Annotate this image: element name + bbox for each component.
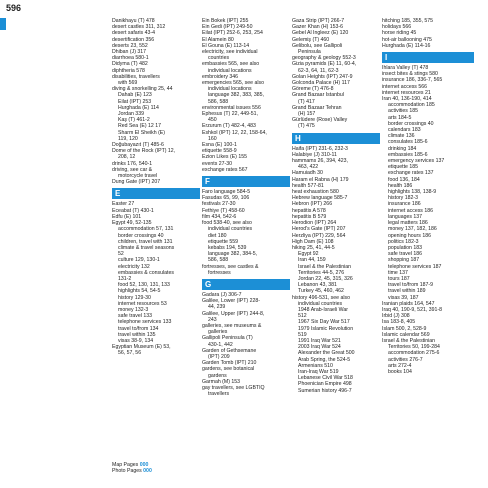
index-entry: highlights 54, 54-5	[118, 288, 161, 295]
index-entry: Ein Gedi (IPT) 249-50	[202, 24, 253, 31]
map-pages-label: Map Pages	[112, 462, 139, 468]
index-entry: El Gouna (E) 113-14	[202, 42, 250, 49]
index-entry: activities 185	[388, 108, 418, 115]
index-letter-heading: G	[202, 279, 290, 290]
index-entry: language 382, 383, 385,	[208, 92, 264, 99]
index-entry: film 434, 542-6	[202, 213, 237, 220]
index-entry: diphtheria 578	[112, 67, 145, 74]
index-entry: history 182-3	[388, 195, 418, 202]
index-entry: holidays 566	[382, 24, 412, 31]
index-entry: Edfu (E) 101	[112, 213, 142, 220]
index-entry: hiking 25, 41, 44-5	[292, 244, 335, 251]
index-entry: individual locations	[208, 67, 252, 74]
index-entry: individual countries	[298, 300, 343, 307]
index-entry: money 137, 182, 186	[388, 226, 437, 233]
index-entry: Israel & the Palestinian	[298, 263, 352, 270]
index-entry: El Alamein 80	[202, 36, 234, 43]
index-entry: Galilee, Upper (IPT) 244-8,	[202, 310, 265, 317]
index-entry: Easter 27	[112, 201, 135, 208]
index-column-2	[202, 18, 290, 397]
index-entry: Garmah (M) 153	[202, 378, 241, 385]
index-entry: Erzurum (T) 482-4, 483	[202, 123, 256, 130]
index-entry: Ephesus (T) 22, 449-51,	[202, 111, 258, 118]
index-entry: 52	[118, 251, 124, 258]
index-entry: shopping 187	[388, 257, 420, 264]
index-entry: embassies 185-6	[388, 151, 428, 158]
index-entry: geography & geology 552-3	[292, 55, 356, 62]
index-entry: hepatitis B 579	[292, 213, 327, 220]
index-entry: 586, 588	[208, 257, 229, 264]
index-entry: (T) 417	[298, 98, 315, 105]
index-entry: 463, 422	[298, 164, 319, 171]
index-letter-heading: I	[382, 52, 474, 63]
index-entry: motorcycle travel	[118, 173, 158, 180]
index-entry: 131-2	[118, 275, 132, 282]
index-entry: activities 276-7	[388, 356, 423, 363]
index-entry: insurance 186, 336-7, 565	[382, 77, 443, 84]
index-entry: embassies & consulates	[118, 269, 174, 276]
index-entry: horse riding 45	[382, 30, 417, 37]
index-entry: safe travel 133	[118, 313, 153, 320]
index-entry: 2003 Iraq War 524	[298, 344, 341, 351]
index-entry: consulates 185-6	[388, 139, 428, 146]
index-entry: Haifa (IPT) 231-6, 232-3	[292, 145, 348, 152]
index-entry: 243	[208, 316, 217, 323]
index-entry: arts 272-4	[388, 362, 412, 369]
index-entry: 1991 Iraq War 521	[298, 337, 341, 344]
index-entry: Egypt 49, 52-135	[112, 220, 152, 227]
index-entry: climate 136	[388, 133, 415, 140]
index-entry: etiquette 558-9	[202, 148, 237, 155]
index-entry: Faro language 584-5	[202, 189, 251, 196]
index-entry: Herod's Gate (IPT) 207	[292, 226, 346, 233]
index-entry: diet 180	[208, 232, 227, 239]
index-entry: 586, 588	[208, 98, 229, 105]
index-entry: Islamic calendar 569	[382, 331, 430, 338]
index-entry: Dung Gate (IPT) 207	[112, 179, 161, 186]
index-entry: Phoenician Empire 498	[298, 381, 352, 388]
index-entry: diving & snorkelling 25, 44	[112, 86, 173, 93]
index-entry: emergency services 137	[388, 158, 445, 165]
index-entry: Iranian plaids 164, 547	[382, 300, 435, 307]
index-entry: Hebrew language 585-7	[292, 195, 348, 202]
index-entry: telephone services 187	[388, 263, 442, 270]
index-entry: food 52, 130, 131, 133	[118, 282, 170, 289]
index-entry: Gürlüdere (Rose) Valley	[292, 117, 348, 124]
index-entry: arts 184-5	[388, 114, 412, 121]
index-entry: Fethiye (T) 458-60	[202, 207, 245, 214]
index-entry: Gallipoli Peninsula (T)	[202, 335, 253, 342]
index-entry: gardens, see botanical	[202, 366, 255, 373]
index-entry: Eshkol (IPT) 12, 22, 158-64,	[202, 129, 267, 136]
index-entry: embassies 565, see also	[202, 61, 260, 68]
index-entry: 62-3, 64, 11, 62-3	[298, 67, 339, 74]
index-entry: (IPT) 209	[208, 353, 230, 360]
index-entry: travel to/from 187-9	[388, 282, 433, 289]
index-entry: individual countries	[208, 226, 253, 233]
page-number: 596	[6, 3, 22, 13]
index-entry: internet resources 21	[382, 89, 431, 96]
index-entry: border crossings 40	[118, 232, 164, 239]
index-entry: Lebanese Civil War 518	[298, 375, 353, 382]
index-entry: 512	[298, 313, 307, 320]
index-entry: 208, 12	[118, 154, 136, 161]
index-entry: fortresses, see castles &	[202, 263, 259, 270]
index-entry: disabilities, travellers	[112, 73, 160, 80]
index-entry: gay travellers, see LGBTIQ	[202, 384, 265, 391]
index-entry: drinking 184	[388, 145, 417, 152]
index-entry: internet access 186	[388, 207, 433, 214]
photo-pages-label: Photo Pages	[112, 468, 142, 475]
index-entry: Territories 44-5, 276	[298, 269, 345, 276]
index-entry: 519	[298, 331, 307, 338]
index-entry: Hebron (IPT) 266	[292, 201, 333, 208]
index-entry: Gebel Al Ingleez (E) 120	[292, 30, 349, 37]
photo-pages-number: 000	[143, 468, 152, 475]
index-entry: Territories 50, 199-284	[388, 344, 440, 351]
index-entry: Gaza Strip (IPT) 266-7	[292, 18, 345, 24]
index-entry: Ihlara Valley (T) 478	[382, 65, 429, 72]
index-entry: Garden Tomb (IPT) 210	[202, 360, 257, 367]
index-entry: Kaş (T) 461-2	[118, 117, 150, 124]
index-entry: Gelibolu, see Gallipoli	[292, 42, 343, 49]
index-entry: electricity 132	[118, 263, 150, 270]
index-entry: electricity, see individual	[202, 49, 258, 56]
index-entry: Grand Bazaar Istanbul	[292, 92, 344, 99]
index-entry: etiquette 185	[388, 164, 418, 171]
index-entry: travel to/from 134	[118, 325, 159, 332]
index-entry: Doğubayazıt (T) 485-6	[112, 142, 164, 149]
index-entry: language 382, 384-5,	[208, 251, 258, 258]
index-entry: tours 187	[388, 275, 410, 282]
index-entry: Halabiye (J) 310-11	[292, 151, 337, 158]
index-entry: festivals 27-30	[202, 201, 236, 208]
index-entry: desert castles 311, 312	[112, 24, 166, 31]
index-entry: Gadara (J) 306-7	[202, 291, 242, 298]
index-entry: galleries, see museums &	[202, 322, 262, 329]
index-entry: Ein Bokek (IPT) 255	[202, 18, 249, 24]
index-entry: Jordan 22, 45, 315, 326	[298, 275, 353, 282]
index-entry: environmental issues 556	[202, 104, 261, 111]
index-entry: countries	[208, 55, 230, 62]
index-entry: Alexander the Great 500	[298, 350, 355, 357]
index-entry: kebabs 194, 539	[208, 244, 247, 251]
index-entry: hepatitis A 578	[292, 207, 326, 214]
index-entry: Gelemiş (T) 460	[292, 36, 330, 43]
index-entry: opening hours 186	[388, 232, 431, 239]
index-entry: Dome of the Rock (IPT) 12,	[112, 148, 176, 155]
index-entry: Egypt 92	[298, 251, 319, 258]
index-entry: embroidery 346	[202, 73, 239, 80]
page-reference-key	[112, 462, 200, 475]
index-entry: calendars 183	[388, 127, 421, 134]
index-entry: legal matters 186	[388, 220, 428, 227]
index-entry: Dhiban (J) 317	[112, 49, 147, 56]
index-letter-heading: H	[292, 133, 380, 144]
index-entry: Didyma (T) 482	[112, 61, 148, 68]
index-column-4	[382, 18, 474, 375]
index-entry: emergencies 565, see also	[202, 80, 264, 87]
index-entry: visas 38-9, 134	[118, 337, 154, 344]
index-entry: deserts 23, 552	[112, 42, 148, 49]
index-entry: 119, 120	[118, 135, 138, 142]
index-entry: health 186	[388, 182, 413, 189]
index-entry: Isa 183-8, 405	[382, 319, 416, 326]
index-entry: travel within 135	[118, 331, 156, 338]
index-entry: internet access 566	[382, 83, 427, 90]
index-entry: internet resources 53	[118, 300, 167, 307]
index-entry: 56, 57, 56	[118, 350, 142, 357]
index-column-1	[112, 18, 200, 357]
index-entry: Fasudas 65, 99, 106	[202, 195, 250, 202]
index-side-tab	[0, 18, 6, 30]
index-entry: accommodation 57, 131	[118, 226, 174, 233]
index-entry: drinks 176, 540-1	[112, 160, 153, 167]
index-entry: population 183	[388, 244, 423, 251]
index-entry: children, travel with 131	[118, 238, 173, 245]
index-entry: desertification 356	[112, 36, 155, 43]
index-entry: accommodation 185	[388, 102, 435, 109]
index-entry: highlights 138, 138-9	[388, 189, 437, 196]
index-entry: Iran 44, 159	[298, 257, 326, 264]
index-entry: Galilee, Lower (IPT) 228-	[202, 298, 260, 305]
index-entry: High Dam (E) 108	[292, 238, 334, 245]
index-entry: 1967 Six Day War 517	[298, 319, 350, 326]
index-entry: border crossings 40	[388, 120, 434, 127]
index-entry: 430-1, 442	[208, 341, 233, 348]
index-entry: heat exhaustion 580	[292, 189, 339, 196]
index-entry: exchange rates 137	[388, 170, 434, 177]
index-entry: accommodation 275-6	[388, 350, 440, 357]
index-entry: Dahab (E) 123	[118, 92, 152, 99]
index-entry: Peninsula	[298, 49, 321, 56]
index-entry: Sharm El Sheikh (E)	[118, 129, 165, 136]
index-letter-heading: F	[202, 176, 290, 187]
index-entry: Gizia pyramids (E) 11, 60-4,	[292, 61, 357, 68]
index-entry: gardens	[208, 372, 227, 379]
map-pages-number: 000	[139, 462, 149, 468]
index-entry: Turkey 45, 460, 462	[298, 288, 344, 295]
index-column-3	[292, 18, 380, 394]
index-letter-heading: E	[112, 188, 200, 199]
index-entry: Iraq 40, 190-9, 521, 391-8	[382, 306, 442, 313]
index-entry: Hurghada (E) 114-16	[382, 42, 431, 49]
index-entry: Ezion Likes (E) 155	[202, 154, 247, 161]
index-entry: 160	[208, 135, 217, 142]
index-entry: galleries	[208, 329, 228, 336]
index-entry: diarrhoea 580-1	[112, 55, 149, 62]
index-entry: hitching 185, 355, 575	[382, 18, 434, 24]
index-entry: (H) 157	[298, 111, 316, 118]
index-entry: Göreme (T) 476-8	[292, 86, 334, 93]
index-entry: books 104	[388, 368, 412, 375]
index-entry: money 132-3	[118, 306, 149, 313]
index-entry: travel within 189	[388, 288, 426, 295]
index-entry: Eilat (IPT) 252-6, 253, 254	[202, 30, 263, 37]
index-entry: Lebanon 43, 381	[298, 282, 337, 289]
index-entry: exchange rates 567	[202, 166, 248, 173]
index-entry: Grand Bazaar Tehran	[292, 104, 342, 111]
index-entry: Esna (E) 100-1	[202, 142, 237, 149]
index-entry: Armenians 510	[298, 362, 333, 369]
index-entry: Eilat (IPT) 253	[118, 98, 152, 105]
index-entry: Haram el Rabna (H) 179	[292, 176, 349, 183]
index-entry: Arab Spring, the 524-5	[298, 356, 351, 363]
index-entry: Eceabat (T) 430-1	[112, 207, 154, 214]
index-entry: etiquette 559	[208, 238, 238, 245]
index-entry: fortresses	[208, 269, 231, 276]
photo-pages-line	[112, 468, 200, 474]
index-entry: visas 39, 187	[388, 294, 419, 301]
index-entry: food 538-40, see also	[202, 220, 252, 227]
index-entry: history 129-30	[118, 294, 151, 301]
index-entry: Gazer Khan (H) 153-6	[292, 24, 344, 31]
index-entry: Hurghada (E) 114	[118, 104, 159, 111]
index-entry: 1979 Islamic Revolution	[298, 325, 354, 332]
index-entry: 1948 Arab-Israeli War	[298, 306, 348, 313]
index-entry: politics 182-3	[388, 238, 419, 245]
index-entry: Garden of Gethsemane	[202, 347, 257, 354]
index-entry: hammams 26, 394, 423,	[292, 158, 348, 165]
index-entry: travellers	[208, 391, 230, 398]
index-entry: Israel & the Palestinian	[382, 337, 436, 344]
index-entry: insurance 186	[388, 201, 421, 208]
index-entry: (T) 475	[298, 123, 315, 130]
index-entry: Sumerian history 496-7	[298, 387, 352, 394]
index-entry: hot-air ballooning 475	[382, 36, 432, 43]
index-entry: Iran 40, 136-190, 414	[382, 96, 432, 103]
index-entry: Islam 500, 2, 528-9	[382, 325, 427, 332]
index-entry: Danikhayu (T) 478	[112, 18, 155, 24]
index-entry: events 27-30	[202, 160, 232, 167]
index-entry: 450	[208, 117, 217, 124]
index-entry: culture 129, 130-1	[118, 257, 160, 264]
index-entry: Herodion (IPT) 264	[292, 220, 337, 227]
index-entry: Hamuiadh 30	[292, 170, 323, 177]
index-entry: climate & travel seasons	[118, 244, 175, 251]
index-entry: health 577-81	[292, 182, 324, 189]
index-entry: desert safaris 43-4	[112, 30, 155, 37]
index-entry: Herzliya (IPT) 229, 564	[292, 232, 346, 239]
index-entry: Red Sea (E) 12 17	[118, 123, 161, 130]
index-entry: Jordan 339	[118, 111, 144, 118]
index-entry: insect bites & stings 580	[382, 71, 438, 78]
index-entry: Irbid (J) 308	[382, 313, 410, 320]
index-entry: safe travel 186	[388, 251, 423, 258]
index-entry: time 137	[388, 269, 408, 276]
index-entry: Egyptian Museum (E) 53,	[112, 344, 171, 351]
index-entry: telephone services 133	[118, 319, 172, 326]
index-entry: with 569	[118, 80, 138, 87]
index-entry: Golan Heights (IPT) 247-9	[292, 73, 353, 80]
index-entry: food 136, 184	[388, 176, 420, 183]
index-entry: languages 137	[388, 213, 423, 220]
index-entry: Golconda Palace (H) 117	[292, 80, 350, 87]
index-entry: history 496-531, see also	[292, 294, 350, 301]
index-entry: Iran-Iraq War 519	[298, 368, 339, 375]
index-entry: individual locations	[208, 86, 252, 93]
index-entry: 44, 239	[208, 304, 226, 311]
index-entry: driving, see car &	[112, 166, 153, 173]
